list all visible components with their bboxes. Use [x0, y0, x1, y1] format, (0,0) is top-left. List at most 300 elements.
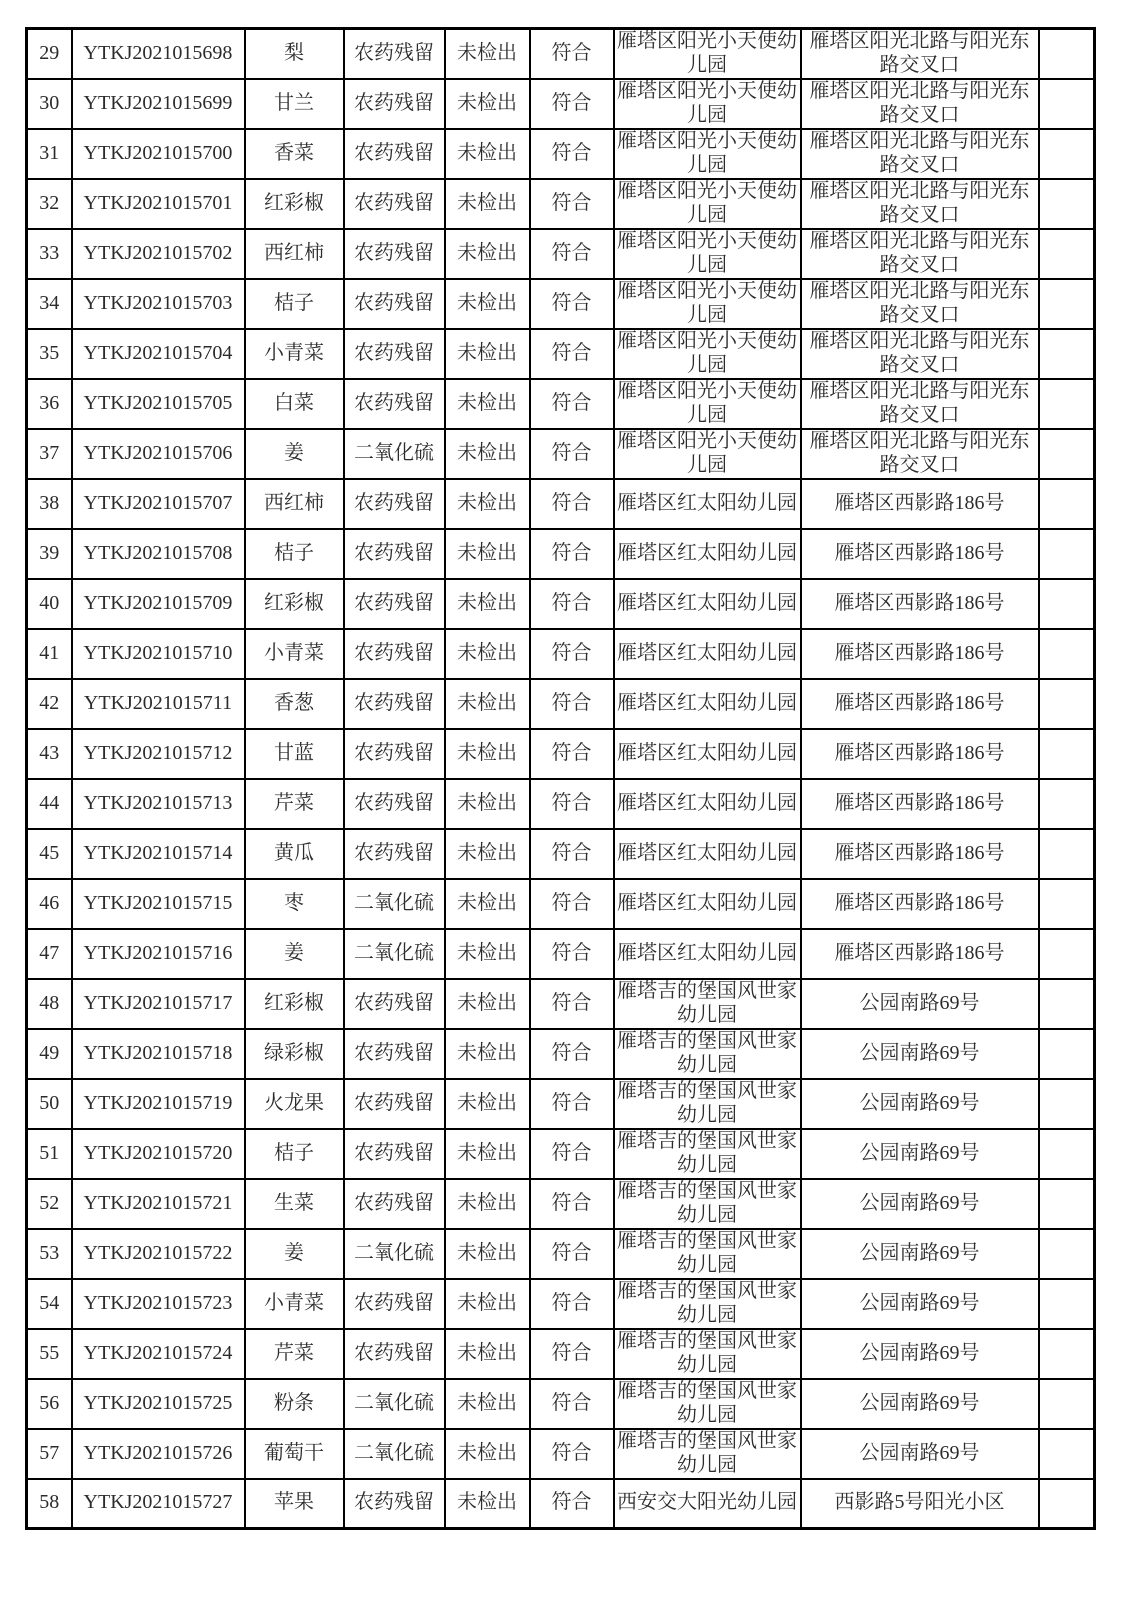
conclusion-cell: 符合 [530, 629, 614, 679]
conclusion-cell: 符合 [530, 979, 614, 1029]
table-row [27, 379, 1095, 429]
sampling-site-cell: 雁塔吉的堡国风世家幼儿园 [614, 1029, 801, 1079]
conclusion-cell: 符合 [530, 29, 614, 79]
sample-name-cell: 小青菜 [245, 1279, 344, 1329]
conclusion-cell: 符合 [530, 1479, 614, 1529]
remark-cell [1039, 979, 1095, 1029]
sample-id-cell: YTKJ2021015724 [72, 1329, 245, 1379]
sample-name-cell: 姜 [245, 929, 344, 979]
sample-id-cell: YTKJ2021015702 [72, 229, 245, 279]
conclusion-cell: 符合 [530, 479, 614, 529]
sample-id-cell: YTKJ2021015711 [72, 679, 245, 729]
test-result-cell: 未检出 [445, 179, 530, 229]
inspection-results-table [25, 27, 1096, 1530]
conclusion-cell: 符合 [530, 129, 614, 179]
site-address-cell: 公园南路69号 [801, 1329, 1039, 1379]
sample-name-cell: 枣 [245, 879, 344, 929]
test-result-cell: 未检出 [445, 879, 530, 929]
test-item-cell: 农药残留 [344, 529, 445, 579]
sample-id-cell: YTKJ2021015726 [72, 1429, 245, 1479]
sample-id-cell: YTKJ2021015704 [72, 329, 245, 379]
test-item-cell: 农药残留 [344, 229, 445, 279]
table-row [27, 579, 1095, 629]
sampling-site-cell: 雁塔区阳光小天使幼儿园 [614, 329, 801, 379]
remark-cell [1039, 729, 1095, 779]
row-number-cell: 46 [27, 879, 72, 929]
sample-id-cell: YTKJ2021015706 [72, 429, 245, 479]
test-result-cell: 未检出 [445, 1029, 530, 1079]
sampling-site-cell: 雁塔吉的堡国风世家幼儿园 [614, 1229, 801, 1279]
test-item-cell: 农药残留 [344, 329, 445, 379]
sampling-site-cell: 雁塔区阳光小天使幼儿园 [614, 429, 801, 479]
site-address-cell: 雁塔区阳光北路与阳光东路交叉口 [801, 379, 1039, 429]
remark-cell [1039, 1379, 1095, 1429]
table-row [27, 1079, 1095, 1129]
conclusion-cell: 符合 [530, 729, 614, 779]
sample-id-cell: YTKJ2021015713 [72, 779, 245, 829]
site-address-cell: 公园南路69号 [801, 1379, 1039, 1429]
row-number-cell: 53 [27, 1229, 72, 1279]
sample-name-cell: 芹菜 [245, 1329, 344, 1379]
sample-name-cell: 桔子 [245, 1129, 344, 1179]
test-result-cell: 未检出 [445, 1479, 530, 1529]
sampling-site-cell: 雁塔吉的堡国风世家幼儿园 [614, 1429, 801, 1479]
site-address-cell: 雁塔区西影路186号 [801, 929, 1039, 979]
table-row [27, 479, 1095, 529]
row-number-cell: 45 [27, 829, 72, 879]
sample-name-cell: 葡萄干 [245, 1429, 344, 1479]
remark-cell [1039, 679, 1095, 729]
row-number-cell: 29 [27, 29, 72, 79]
sample-id-cell: YTKJ2021015727 [72, 1479, 245, 1529]
site-address-cell: 雁塔区阳光北路与阳光东路交叉口 [801, 329, 1039, 379]
remark-cell [1039, 1429, 1095, 1479]
remark-cell [1039, 179, 1095, 229]
test-result-cell: 未检出 [445, 1179, 530, 1229]
remark-cell [1039, 1029, 1095, 1079]
sample-id-cell: YTKJ2021015719 [72, 1079, 245, 1129]
sampling-site-cell: 雁塔吉的堡国风世家幼儿园 [614, 1279, 801, 1329]
table-row [27, 1179, 1095, 1229]
remark-cell [1039, 1279, 1095, 1329]
site-address-cell: 雁塔区阳光北路与阳光东路交叉口 [801, 279, 1039, 329]
site-address-cell: 雁塔区阳光北路与阳光东路交叉口 [801, 129, 1039, 179]
site-address-cell: 雁塔区阳光北路与阳光东路交叉口 [801, 429, 1039, 479]
sample-id-cell: YTKJ2021015701 [72, 179, 245, 229]
table-row [27, 29, 1095, 79]
test-result-cell: 未检出 [445, 379, 530, 429]
conclusion-cell: 符合 [530, 1279, 614, 1329]
table-row [27, 779, 1095, 829]
table-row [27, 1379, 1095, 1429]
conclusion-cell: 符合 [530, 1379, 614, 1429]
row-number-cell: 35 [27, 329, 72, 379]
sample-name-cell: 小青菜 [245, 629, 344, 679]
conclusion-cell: 符合 [530, 929, 614, 979]
sample-name-cell: 红彩椒 [245, 579, 344, 629]
sample-id-cell: YTKJ2021015710 [72, 629, 245, 679]
test-item-cell: 农药残留 [344, 1179, 445, 1229]
sample-name-cell: 甘蓝 [245, 729, 344, 779]
sample-id-cell: YTKJ2021015721 [72, 1179, 245, 1229]
table-row [27, 979, 1095, 1029]
sample-id-cell: YTKJ2021015725 [72, 1379, 245, 1429]
sampling-site-cell: 雁塔区红太阳幼儿园 [614, 779, 801, 829]
site-address-cell: 雁塔区西影路186号 [801, 529, 1039, 579]
conclusion-cell: 符合 [530, 1079, 614, 1129]
sample-id-cell: YTKJ2021015707 [72, 479, 245, 529]
conclusion-cell: 符合 [530, 579, 614, 629]
test-item-cell: 农药残留 [344, 1129, 445, 1179]
site-address-cell: 西影路5号阳光小区 [801, 1479, 1039, 1529]
sample-id-cell: YTKJ2021015722 [72, 1229, 245, 1279]
sampling-site-cell: 雁塔区阳光小天使幼儿园 [614, 279, 801, 329]
row-number-cell: 42 [27, 679, 72, 729]
table-row [27, 79, 1095, 129]
sample-id-cell: YTKJ2021015700 [72, 129, 245, 179]
sample-id-cell: YTKJ2021015714 [72, 829, 245, 879]
conclusion-cell: 符合 [530, 1229, 614, 1279]
table-row [27, 179, 1095, 229]
sampling-site-cell: 雁塔区红太阳幼儿园 [614, 479, 801, 529]
conclusion-cell: 符合 [530, 179, 614, 229]
site-address-cell: 公园南路69号 [801, 1279, 1039, 1329]
test-result-cell: 未检出 [445, 129, 530, 179]
sample-name-cell: 火龙果 [245, 1079, 344, 1129]
test-result-cell: 未检出 [445, 79, 530, 129]
sampling-site-cell: 西安交大阳光幼儿园 [614, 1479, 801, 1529]
remark-cell [1039, 329, 1095, 379]
test-item-cell: 农药残留 [344, 729, 445, 779]
row-number-cell: 33 [27, 229, 72, 279]
sample-id-cell: YTKJ2021015712 [72, 729, 245, 779]
test-item-cell: 农药残留 [344, 679, 445, 729]
conclusion-cell: 符合 [530, 1329, 614, 1379]
row-number-cell: 52 [27, 1179, 72, 1229]
test-item-cell: 农药残留 [344, 1279, 445, 1329]
table-row [27, 129, 1095, 179]
test-item-cell: 农药残留 [344, 1079, 445, 1129]
conclusion-cell: 符合 [530, 379, 614, 429]
test-item-cell: 二氧化硫 [344, 1229, 445, 1279]
sampling-site-cell: 雁塔区红太阳幼儿园 [614, 879, 801, 929]
row-number-cell: 34 [27, 279, 72, 329]
sample-id-cell: YTKJ2021015698 [72, 29, 245, 79]
row-number-cell: 56 [27, 1379, 72, 1429]
conclusion-cell: 符合 [530, 679, 614, 729]
table-row [27, 729, 1095, 779]
row-number-cell: 43 [27, 729, 72, 779]
row-number-cell: 48 [27, 979, 72, 1029]
row-number-cell: 47 [27, 929, 72, 979]
test-result-cell: 未检出 [445, 1229, 530, 1279]
test-result-cell: 未检出 [445, 779, 530, 829]
table-row [27, 329, 1095, 379]
sample-name-cell: 白菜 [245, 379, 344, 429]
sample-id-cell: YTKJ2021015716 [72, 929, 245, 979]
conclusion-cell: 符合 [530, 329, 614, 379]
sampling-site-cell: 雁塔区阳光小天使幼儿园 [614, 379, 801, 429]
row-number-cell: 55 [27, 1329, 72, 1379]
sample-id-cell: YTKJ2021015723 [72, 1279, 245, 1329]
row-number-cell: 30 [27, 79, 72, 129]
test-item-cell: 农药残留 [344, 29, 445, 79]
site-address-cell: 雁塔区阳光北路与阳光东路交叉口 [801, 29, 1039, 79]
test-result-cell: 未检出 [445, 629, 530, 679]
sample-name-cell: 姜 [245, 429, 344, 479]
conclusion-cell: 符合 [530, 1029, 614, 1079]
site-address-cell: 公园南路69号 [801, 1129, 1039, 1179]
table-row [27, 1479, 1095, 1529]
site-address-cell: 雁塔区阳光北路与阳光东路交叉口 [801, 229, 1039, 279]
test-result-cell: 未检出 [445, 929, 530, 979]
remark-cell [1039, 229, 1095, 279]
table-row [27, 429, 1095, 479]
remark-cell [1039, 829, 1095, 879]
sample-name-cell: 黄瓜 [245, 829, 344, 879]
sampling-site-cell: 雁塔吉的堡国风世家幼儿园 [614, 979, 801, 1029]
test-result-cell: 未检出 [445, 429, 530, 479]
table-body [27, 29, 1095, 1529]
sample-name-cell: 西红柿 [245, 479, 344, 529]
sample-id-cell: YTKJ2021015699 [72, 79, 245, 129]
sample-name-cell: 桔子 [245, 279, 344, 329]
table-row [27, 1279, 1095, 1329]
row-number-cell: 36 [27, 379, 72, 429]
test-item-cell: 农药残留 [344, 129, 445, 179]
test-item-cell: 二氧化硫 [344, 1379, 445, 1429]
test-item-cell: 农药残留 [344, 779, 445, 829]
sampling-site-cell: 雁塔区红太阳幼儿园 [614, 829, 801, 879]
table-row [27, 1229, 1095, 1279]
conclusion-cell: 符合 [530, 1129, 614, 1179]
sample-name-cell: 生菜 [245, 1179, 344, 1229]
remark-cell [1039, 279, 1095, 329]
site-address-cell: 公园南路69号 [801, 1429, 1039, 1479]
sample-name-cell: 苹果 [245, 1479, 344, 1529]
sample-id-cell: YTKJ2021015703 [72, 279, 245, 329]
test-result-cell: 未检出 [445, 679, 530, 729]
test-result-cell: 未检出 [445, 279, 530, 329]
table-row [27, 629, 1095, 679]
remark-cell [1039, 529, 1095, 579]
test-result-cell: 未检出 [445, 829, 530, 879]
row-number-cell: 40 [27, 579, 72, 629]
sampling-site-cell: 雁塔区阳光小天使幼儿园 [614, 79, 801, 129]
conclusion-cell: 符合 [530, 829, 614, 879]
test-result-cell: 未检出 [445, 479, 530, 529]
test-item-cell: 农药残留 [344, 79, 445, 129]
sampling-site-cell: 雁塔吉的堡国风世家幼儿园 [614, 1129, 801, 1179]
sampling-site-cell: 雁塔吉的堡国风世家幼儿园 [614, 1079, 801, 1129]
sampling-site-cell: 雁塔区阳光小天使幼儿园 [614, 179, 801, 229]
test-item-cell: 农药残留 [344, 1029, 445, 1079]
table-row [27, 929, 1095, 979]
sampling-site-cell: 雁塔区红太阳幼儿园 [614, 579, 801, 629]
row-number-cell: 54 [27, 1279, 72, 1329]
site-address-cell: 雁塔区阳光北路与阳光东路交叉口 [801, 79, 1039, 129]
test-result-cell: 未检出 [445, 29, 530, 79]
row-number-cell: 51 [27, 1129, 72, 1179]
test-result-cell: 未检出 [445, 979, 530, 1029]
table-row [27, 529, 1095, 579]
test-result-cell: 未检出 [445, 1129, 530, 1179]
sampling-site-cell: 雁塔区阳光小天使幼儿园 [614, 129, 801, 179]
row-number-cell: 32 [27, 179, 72, 229]
sample-id-cell: YTKJ2021015715 [72, 879, 245, 929]
row-number-cell: 44 [27, 779, 72, 829]
sample-name-cell: 香菜 [245, 129, 344, 179]
sampling-site-cell: 雁塔区红太阳幼儿园 [614, 679, 801, 729]
site-address-cell: 雁塔区西影路186号 [801, 479, 1039, 529]
sample-name-cell: 粉条 [245, 1379, 344, 1429]
sample-name-cell: 芹菜 [245, 779, 344, 829]
test-result-cell: 未检出 [445, 1079, 530, 1129]
sampling-site-cell: 雁塔区红太阳幼儿园 [614, 729, 801, 779]
sampling-site-cell: 雁塔吉的堡国风世家幼儿园 [614, 1379, 801, 1429]
sample-id-cell: YTKJ2021015718 [72, 1029, 245, 1079]
site-address-cell: 公园南路69号 [801, 1079, 1039, 1129]
row-number-cell: 50 [27, 1079, 72, 1129]
remark-cell [1039, 1129, 1095, 1179]
sample-name-cell: 小青菜 [245, 329, 344, 379]
test-item-cell: 农药残留 [344, 179, 445, 229]
table-row [27, 1129, 1095, 1179]
remark-cell [1039, 129, 1095, 179]
remark-cell [1039, 879, 1095, 929]
remark-cell [1039, 579, 1095, 629]
site-address-cell: 雁塔区阳光北路与阳光东路交叉口 [801, 179, 1039, 229]
test-result-cell: 未检出 [445, 529, 530, 579]
conclusion-cell: 符合 [530, 529, 614, 579]
site-address-cell: 公园南路69号 [801, 1029, 1039, 1079]
conclusion-cell: 符合 [530, 279, 614, 329]
remark-cell [1039, 1479, 1095, 1529]
site-address-cell: 雁塔区西影路186号 [801, 729, 1039, 779]
row-number-cell: 37 [27, 429, 72, 479]
remark-cell [1039, 929, 1095, 979]
test-result-cell: 未检出 [445, 229, 530, 279]
remark-cell [1039, 629, 1095, 679]
table-row [27, 1029, 1095, 1079]
site-address-cell: 公园南路69号 [801, 979, 1039, 1029]
test-result-cell: 未检出 [445, 579, 530, 629]
remark-cell [1039, 79, 1095, 129]
remark-cell [1039, 1079, 1095, 1129]
sample-name-cell: 红彩椒 [245, 979, 344, 1029]
sampling-site-cell: 雁塔吉的堡国风世家幼儿园 [614, 1329, 801, 1379]
row-number-cell: 41 [27, 629, 72, 679]
sample-name-cell: 梨 [245, 29, 344, 79]
test-item-cell: 农药残留 [344, 629, 445, 679]
sample-id-cell: YTKJ2021015705 [72, 379, 245, 429]
conclusion-cell: 符合 [530, 429, 614, 479]
table-row [27, 829, 1095, 879]
test-result-cell: 未检出 [445, 729, 530, 779]
remark-cell [1039, 1229, 1095, 1279]
remark-cell [1039, 479, 1095, 529]
row-number-cell: 57 [27, 1429, 72, 1479]
test-result-cell: 未检出 [445, 1379, 530, 1429]
sample-id-cell: YTKJ2021015717 [72, 979, 245, 1029]
test-item-cell: 农药残留 [344, 1329, 445, 1379]
sampling-site-cell: 雁塔吉的堡国风世家幼儿园 [614, 1179, 801, 1229]
conclusion-cell: 符合 [530, 879, 614, 929]
site-address-cell: 雁塔区西影路186号 [801, 629, 1039, 679]
remark-cell [1039, 779, 1095, 829]
site-address-cell: 雁塔区西影路186号 [801, 779, 1039, 829]
sampling-site-cell: 雁塔区红太阳幼儿园 [614, 929, 801, 979]
remark-cell [1039, 379, 1095, 429]
test-item-cell: 二氧化硫 [344, 429, 445, 479]
row-number-cell: 31 [27, 129, 72, 179]
site-address-cell: 公园南路69号 [801, 1179, 1039, 1229]
test-result-cell: 未检出 [445, 329, 530, 379]
table-row [27, 879, 1095, 929]
test-result-cell: 未检出 [445, 1329, 530, 1379]
test-item-cell: 农药残留 [344, 279, 445, 329]
test-item-cell: 二氧化硫 [344, 1429, 445, 1479]
table-row [27, 1329, 1095, 1379]
sample-name-cell: 西红柿 [245, 229, 344, 279]
site-address-cell: 雁塔区西影路186号 [801, 829, 1039, 879]
sampling-site-cell: 雁塔区阳光小天使幼儿园 [614, 229, 801, 279]
conclusion-cell: 符合 [530, 1429, 614, 1479]
site-address-cell: 雁塔区西影路186号 [801, 579, 1039, 629]
sample-id-cell: YTKJ2021015709 [72, 579, 245, 629]
sample-name-cell: 姜 [245, 1229, 344, 1279]
sampling-site-cell: 雁塔区红太阳幼儿园 [614, 629, 801, 679]
conclusion-cell: 符合 [530, 229, 614, 279]
test-item-cell: 农药残留 [344, 379, 445, 429]
sampling-site-cell: 雁塔区阳光小天使幼儿园 [614, 29, 801, 79]
conclusion-cell: 符合 [530, 1179, 614, 1229]
sample-id-cell: YTKJ2021015708 [72, 529, 245, 579]
test-item-cell: 农药残留 [344, 979, 445, 1029]
remark-cell [1039, 29, 1095, 79]
site-address-cell: 雁塔区西影路186号 [801, 679, 1039, 729]
conclusion-cell: 符合 [530, 79, 614, 129]
row-number-cell: 39 [27, 529, 72, 579]
sample-name-cell: 甘兰 [245, 79, 344, 129]
test-item-cell: 农药残留 [344, 829, 445, 879]
sample-name-cell: 红彩椒 [245, 179, 344, 229]
test-item-cell: 农药残留 [344, 579, 445, 629]
remark-cell [1039, 1179, 1095, 1229]
test-result-cell: 未检出 [445, 1279, 530, 1329]
sample-name-cell: 桔子 [245, 529, 344, 579]
row-number-cell: 49 [27, 1029, 72, 1079]
table-row [27, 279, 1095, 329]
table-row [27, 1429, 1095, 1479]
test-result-cell: 未检出 [445, 1429, 530, 1479]
sample-name-cell: 绿彩椒 [245, 1029, 344, 1079]
table-row [27, 229, 1095, 279]
sample-id-cell: YTKJ2021015720 [72, 1129, 245, 1179]
row-number-cell: 58 [27, 1479, 72, 1529]
table-row [27, 679, 1095, 729]
test-item-cell: 二氧化硫 [344, 929, 445, 979]
sampling-site-cell: 雁塔区红太阳幼儿园 [614, 529, 801, 579]
test-item-cell: 农药残留 [344, 1479, 445, 1529]
sample-name-cell: 香葱 [245, 679, 344, 729]
conclusion-cell: 符合 [530, 779, 614, 829]
remark-cell [1039, 429, 1095, 479]
test-item-cell: 二氧化硫 [344, 879, 445, 929]
remark-cell [1039, 1329, 1095, 1379]
site-address-cell: 公园南路69号 [801, 1229, 1039, 1279]
row-number-cell: 38 [27, 479, 72, 529]
